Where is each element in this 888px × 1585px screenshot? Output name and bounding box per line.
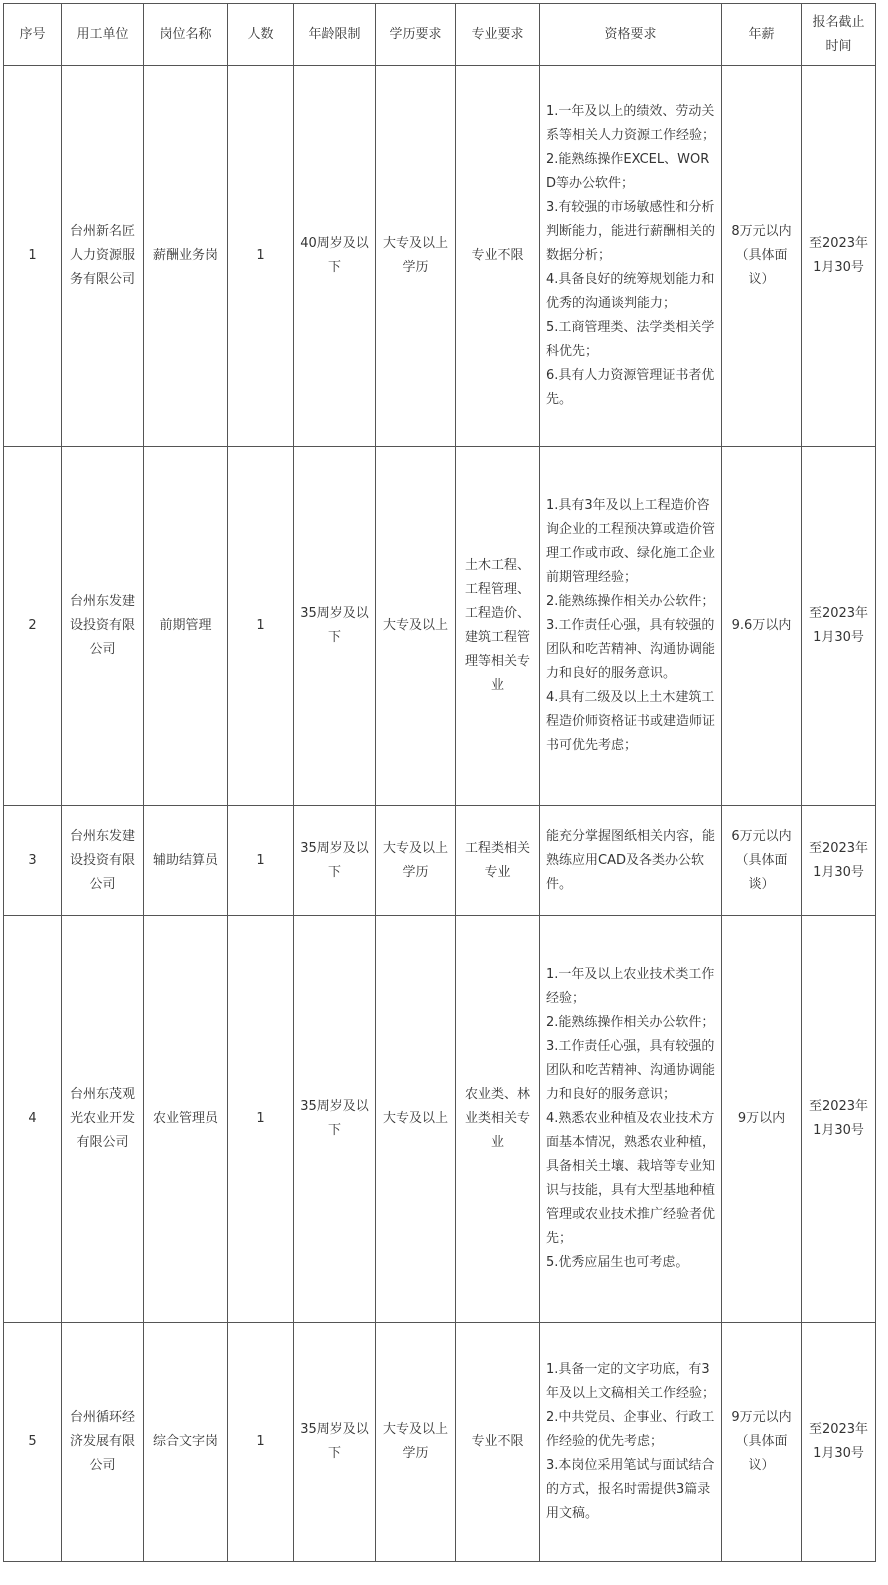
qualification-line: 4.具备良好的统筹规划能力和优秀的沟通谈判能力；: [546, 272, 715, 311]
cell-seq: 1: [4, 66, 62, 447]
cell-position: 辅助结算员: [144, 806, 228, 916]
cell-count: 1: [228, 1323, 294, 1562]
cell-age: 35周岁及以下: [294, 916, 376, 1323]
cell-age: 35周岁及以下: [294, 806, 376, 916]
cell-deadline: 至2023年1月30号: [802, 66, 876, 447]
table-row: [4, 447, 876, 806]
cell-education: 大专及以上: [376, 916, 456, 1323]
qualification-line: 2.中共党员、企事业、行政工作经验的优先考虑；: [546, 1410, 715, 1449]
header-employer: 用工单位: [62, 4, 144, 66]
qualification-line: 3.有较强的市场敏感性和分析判断能力，能进行薪酬相关的数据分析；: [546, 200, 716, 263]
qualification-line: 6.具有人力资源管理证书者优先。: [546, 368, 715, 407]
cell-employer: 台州东发建设投资有限公司: [62, 447, 144, 806]
cell-qualifications: [540, 806, 722, 916]
header-education: 学历要求: [376, 4, 456, 66]
table-row: [4, 1323, 876, 1562]
table-row: [4, 66, 876, 447]
cell-major: 专业不限: [456, 66, 540, 447]
qualification-line: 4.具有二级及以上土木建筑工程造价师资格证书或建造师证书可优先考虑；: [546, 690, 716, 753]
cell-qualifications: [540, 447, 722, 806]
cell-salary: 8万元以内（具体面议）: [722, 66, 802, 447]
cell-salary: 9万元以内（具体面议）: [722, 1323, 802, 1562]
qualification-line: 3.工作责任心强，具有较强的团队和吃苦精神、沟通协调能力和良好的服务意识。: [546, 618, 716, 681]
qualification-line: 2.能熟练操作相关办公软件；: [546, 594, 715, 609]
header-position: 岗位名称: [144, 4, 228, 66]
cell-qualifications: [540, 916, 722, 1323]
qualification-line: 5.工商管理类、法学类相关学科优先；: [546, 320, 715, 359]
qualification-line: 1.一年及以上农业技术类工作经验；: [546, 967, 715, 1006]
cell-age: 35周岁及以下: [294, 1323, 376, 1562]
table-row: [4, 916, 876, 1323]
cell-employer: 台州东茂观光农业开发有限公司: [62, 916, 144, 1323]
qualification-line: 5.优秀应届生也可考虑。: [546, 1255, 689, 1270]
header-deadline: 报名截止时间: [802, 4, 876, 66]
cell-count: 1: [228, 447, 294, 806]
cell-education: 大专及以上学历: [376, 66, 456, 447]
cell-qualifications: [540, 66, 722, 447]
qualification-line: 3.工作责任心强，具有较强的团队和吃苦精神、沟通协调能力和良好的服务意识；: [546, 1039, 716, 1102]
cell-deadline: 至2023年1月30号: [802, 1323, 876, 1562]
cell-education: 大专及以上: [376, 447, 456, 806]
cell-count: 1: [228, 66, 294, 447]
job-listings-table: [3, 3, 876, 1562]
cell-deadline: 至2023年1月30号: [802, 806, 876, 916]
header-salary: 年薪: [722, 4, 802, 66]
qualification-line: 1.具备一定的文字功底，有3年及以上文稿相关工作经验；: [546, 1362, 716, 1401]
qualification-line: 2.能熟练操作EXCEL、WORD等办公软件；: [546, 152, 710, 191]
qualification-line: 能充分掌握图纸相关内容，能熟练应用CAD及各类办公软件。: [546, 828, 716, 892]
header-major: 专业要求: [456, 4, 540, 66]
header-count: 人数: [228, 4, 294, 66]
cell-age: 40周岁及以下: [294, 66, 376, 447]
cell-deadline: 至2023年1月30号: [802, 916, 876, 1323]
cell-education: 大专及以上学历: [376, 1323, 456, 1562]
cell-employer: 台州循环经济发展有限公司: [62, 1323, 144, 1562]
cell-employer: 台州东发建设投资有限公司: [62, 806, 144, 916]
cell-seq: 5: [4, 1323, 62, 1562]
cell-position: 农业管理员: [144, 916, 228, 1323]
cell-seq: 2: [4, 447, 62, 806]
cell-position: 薪酬业务岗: [144, 66, 228, 447]
cell-major: 土木工程、工程管理、工程造价、建筑工程管理等相关专业: [456, 447, 540, 806]
cell-education: 大专及以上学历: [376, 806, 456, 916]
cell-count: 1: [228, 806, 294, 916]
cell-salary: 9.6万以内: [722, 447, 802, 806]
cell-major: 工程类相关专业: [456, 806, 540, 916]
cell-major: 专业不限: [456, 1323, 540, 1562]
cell-position: 综合文字岗: [144, 1323, 228, 1562]
cell-employer: 台州新名匠人力资源服务有限公司: [62, 66, 144, 447]
cell-seq: 3: [4, 806, 62, 916]
header-age: 年龄限制: [294, 4, 376, 66]
cell-deadline: 至2023年1月30号: [802, 447, 876, 806]
header-seq: 序号: [4, 4, 62, 66]
qualification-line: 3.本岗位采用笔试与面试结合的方式，报名时需提供3篇录用文稿。: [546, 1458, 715, 1521]
cell-salary: 9万以内: [722, 916, 802, 1323]
cell-count: 1: [228, 916, 294, 1323]
cell-qualifications: [540, 1323, 722, 1562]
table-header-row: [4, 4, 876, 66]
qualification-line: 1.一年及以上的绩效、劳动关系等相关人力资源工作经验；: [546, 104, 716, 143]
qualification-line: 4.熟悉农业种植及农业技术方面基本情况，熟悉农业种植，具备相关土壤、栽培等专业知识与技能，具有大型基地种植管理或农业技术推广经验者优先；: [546, 1111, 716, 1246]
cell-major: 农业类、林业类相关专业: [456, 916, 540, 1323]
table-row: [4, 806, 876, 916]
cell-age: 35周岁及以下: [294, 447, 376, 806]
header-qualifications: 资格要求: [540, 4, 722, 66]
cell-salary: 6万元以内（具体面谈）: [722, 806, 802, 916]
qualification-line: 1.具有3年及以上工程造价咨询企业的工程预决算或造价管理工作或市政、绿化施工企业前期管理经验；: [546, 498, 716, 585]
cell-position: 前期管理: [144, 447, 228, 806]
qualification-line: 2.能熟练操作相关办公软件；: [546, 1015, 715, 1030]
cell-seq: 4: [4, 916, 62, 1323]
